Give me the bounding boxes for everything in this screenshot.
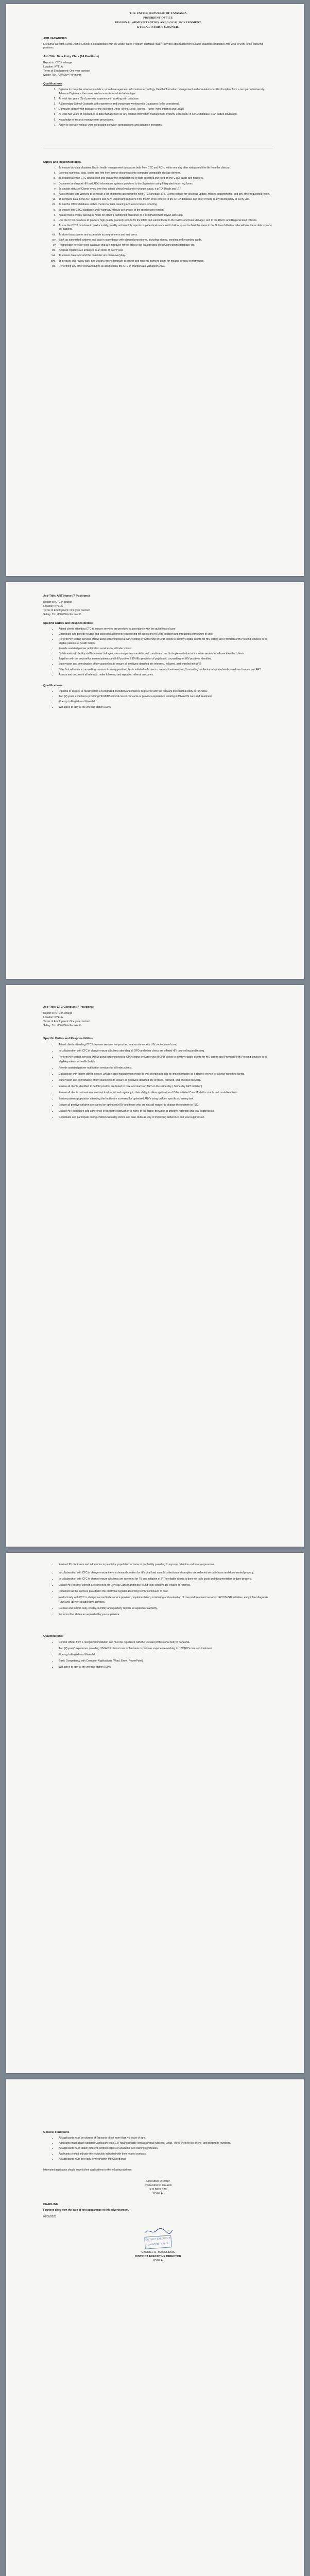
- list-item: 7. Ability to operate various word processing software, spreadsheets and database programs.: [57, 124, 273, 127]
- list-item: • In collaboration with CTC in charge ensure all clients are screened for TB and initiation of IPT to eligible clients is done on daily basis and documentation is done properly.: [57, 1577, 273, 1582]
- list-item: xi. Use the CTC2 database to produce high quality quarterly reports for the DMO and submit these to the DACC and Data Manager, and to the RACC and Regional lead Officers.: [57, 219, 273, 223]
- signer-place: KYELA: [153, 2259, 163, 2262]
- signer-title: DISTRICT EXECUTIVE DIRECTOR: [135, 2255, 181, 2258]
- intro-text: Executive Director, Kyela District Council in collaboration with the Walter Reed Program Tanzania (WRP-T) invites application from suitable qualified candidates who wish to work in the following positions.: [43, 43, 263, 50]
- address-block: [43, 2179, 273, 2196]
- job1-title: Job Title: Data Entry Clerk (14 Positions): [43, 55, 99, 59]
- list-item: xviii. To prepare and review daily and weekly reports template to district and regional partners team, for making general performance.: [57, 260, 273, 263]
- list-item: • Basic Competency with Computer Applications (Word, Excel, PowerPoint).: [57, 1659, 273, 1664]
- list-item: 2. At least two years (2) of previous experience in working with database.: [57, 97, 273, 101]
- list-item: • Ensure all clients on treatment are viral load monitored regularly to their ability to allow application of Differentiated Care Model for stable and unstable clients.: [57, 1091, 273, 1095]
- address-line: Executive Director: [146, 2180, 170, 2183]
- general-conditions-heading: General conditions: [43, 2131, 70, 2134]
- signature-icon: [143, 2227, 174, 2236]
- application-instruction: Interested applicants should submit their applications to the following address:: [43, 2168, 132, 2172]
- list-item: xix. Performing any other relevant duties as assigned by the CTC in charge/Data Manager/DACC.: [57, 265, 273, 268]
- list-item: iii. To collaborate with CTC clinical staff and ensure the completeness of data collected and filled on the CTCs cards and registers.: [57, 177, 273, 180]
- list-item: xv. Responsible for every new database that are introduce for the project like Tracerecard, Mobi Connections database etc.: [57, 244, 273, 247]
- list-item: • Perform HIV testing services (HTS) using screening tool at OPD setting by Screening of OPD clients to identify eligible clients for HIV testing and Provision of HIV testing services to all eligible patients at health facility.: [57, 1055, 273, 1064]
- list-item: • Ensure HIV disclosure and adherence in paediatric population in home of the facility providing to improve retention and viral suppression.: [57, 1109, 273, 1114]
- list-item: iv. Document and report HIV and AIDS information systems problems to the Supervisor using Integrated report log forms.: [57, 182, 273, 186]
- job1-location: Location: KYELA: [43, 65, 63, 69]
- list-item: • In collaboration with CTC in charge ensure there is demand creation for HIV viral load sample collection and samples are collected on daily basis and documented properly.: [57, 1571, 273, 1575]
- letterhead: [43, 11, 273, 30]
- job3-terms: Terms of Employment: One year contract: [43, 1020, 90, 1023]
- page-2: [6, 582, 304, 979]
- job1-qualifications-list: [43, 88, 273, 127]
- signer-name: EZEKIEL H. MAGEHEMA: [141, 2250, 175, 2254]
- job1-salary: Salary: Tsh. 700,000/= Per month: [43, 74, 82, 77]
- list-item: 4. Computer literacy with package of the Microsoft Office (Word, Excel, Access, Power Point, Internet and Email).: [57, 108, 273, 111]
- stamp-text: DISTRICT EXECUTIVE DIRECTOR KYELA: [145, 2236, 170, 2246]
- list-item: xvii. To ensure data sync and the computer are clean everyday.: [57, 254, 273, 258]
- job4-continued-list: [43, 1563, 273, 1567]
- list-item: vii. To compare data in the ART registers and ARV Dispensing registers if the month three entered to the CTC2 database and enter if there is any discrepancy at every visit.: [57, 198, 273, 201]
- address-line: KYELA: [153, 2192, 163, 2196]
- job1-report: Report to: CTC in-charge: [43, 61, 72, 65]
- job1-duties-list: [43, 166, 273, 268]
- list-item: v. To update status of Clients every time they attend clinical visit and or change status, e.g TO, Death and LTF.: [57, 188, 273, 191]
- job3-duties-list: [43, 1043, 273, 1120]
- letterhead-line: REGIONAL ADMINISTRATION AND LOCAL GOVERNMENT: [115, 21, 201, 24]
- list-item: ii. Entering numerical data, codes and text from source documents into computer-compatible storage devices.: [57, 172, 273, 175]
- list-item: • Perform HIV testing services (HTS) using screening tool at OPD setting by Screening of OPD clients to identify eligible clients for HIV testing and Provision of HIV testing services to all eligible patients at health facility.: [57, 638, 273, 645]
- job1-terms: Terms of Employment: One year contract: [43, 70, 90, 73]
- job2-report: Report to: CTC in-charge: [43, 601, 72, 604]
- list-item: 6. Knowledge of records management procedures.: [57, 118, 273, 122]
- job2-title: Job Title: ART Nurse (7 Positions): [43, 595, 90, 598]
- page-5: [6, 2079, 304, 2576]
- deadline-text: Fourteen days from the date of first appearance of this advertisement.: [43, 2209, 129, 2212]
- list-item: • Ensure HIV positive women are screened for Cervical Cancer and those found to be positive are treated or referred.: [57, 1583, 273, 1588]
- address-line: Kyela District Council: [144, 2184, 172, 2188]
- job2-duties-heading: Specific Duties and Responsibilities: [43, 622, 93, 625]
- list-item: • Collaborate with facility staff to ensure Linkage case management model is well coordinated and its implementation as a routine service for all new identified clients.: [57, 652, 273, 656]
- list-item: vi. Assist Health care workers to generate a list of patients attending the next CTC schedule, LTF, Clients eligible for viral load update, missed appointments, and any other requested report.: [57, 193, 273, 196]
- list-item: • Ensure patients population attending the facility are screened for optimized ARVs using uniform specific screening tool.: [57, 1097, 273, 1101]
- list-item: • Supervision and coordination of lay counsellors to ensure all positives identified are enrolled, followed, and enrolled into ART.: [57, 1078, 273, 1083]
- job2-qualifications-list: [43, 690, 273, 709]
- list-item: • Document all the services provided in the electronic register according to HIV continuum of care.: [57, 1589, 273, 1594]
- list-item: • Assess and document all referrals, make follow-up and report on referral outcomes.: [57, 673, 273, 677]
- job4-duties-list: [43, 1571, 273, 1617]
- list-item: xii. To use the CTC2 database to produce daily, weekly and monthly reports on patients who are lost to follow up and submit the same to the Outreach Partner who will use these data to trace the patients.: [57, 224, 273, 231]
- address-line: P.O.BOX 320: [149, 2188, 167, 2192]
- job3-duties-heading: Specific Duties and Responsibilities: [43, 1037, 93, 1040]
- list-item: • Will agree to stay at the working station 100%.: [57, 706, 273, 709]
- job3-report: Report to: CTC In-charge: [43, 1012, 73, 1015]
- job2-qualifications-heading: Qualifications:: [43, 684, 63, 688]
- list-item: 5. At least two years of experience in data management or any related Information Management System, experience in CTC2 database is an added advantage.: [57, 113, 273, 116]
- list-item: • Fluency in English and Kiswahili.: [57, 700, 273, 704]
- list-item: • Supervision and coordination of lay counsellors to ensure all positives identified are informed, followed, and enrolled into ART.: [57, 663, 273, 666]
- page-3: [6, 985, 304, 1547]
- job2-terms: Terms of Employment: One year contract: [43, 609, 90, 612]
- list-item: ix. To ensure that CTC2 database and Pharmacy Module are always of the most recent version.: [57, 209, 273, 212]
- job3-location: Location: KYELA: [43, 1016, 63, 1019]
- list-item: • Coordinate and participate during children Saturday clinics and teen clubs as way of improving adherence and viral suppression.: [57, 1115, 273, 1120]
- official-stamp: [144, 2235, 172, 2249]
- deadline-heading: DEADLINE: [43, 2203, 58, 2207]
- list-item: • Attend clients attending CTC to ensure services are provided in accordance with HIV continuum of care.: [57, 1043, 273, 1047]
- list-item: viii. To run the CTC2 database author checks for data cleaning and errors before reporting.: [57, 203, 273, 207]
- list-item: • All applicants must attach different certified copies of academic and training certificates.: [57, 2147, 273, 2150]
- general-conditions-list: [43, 2137, 273, 2161]
- page-1: [6, 4, 304, 576]
- job3-salary: Salary: Tsh. 800,000/= Per month: [43, 1024, 82, 1027]
- list-item: xiii. To store data sources and accessible to programmers and end users.: [57, 233, 273, 237]
- list-item: • Fluency in English and Kiswahili.: [57, 1653, 273, 1657]
- list-item: • Ensure all positive children are started on optimized ARV and those who are not still register to change the regimen to TLD.: [57, 1103, 273, 1108]
- list-item: • Collaborate with facility staff to ensure Linkage case management model is well coordinated and its implementation as a routine service for all new identified clients.: [57, 1072, 273, 1077]
- letterhead-line: KYELA DISTRICT C.OUNCIL: [137, 26, 179, 29]
- list-item: • All applicants must be ready to work within Mbeya regional.: [57, 2158, 273, 2161]
- list-item: i. To ensure bio-data of patient files in health management databases both from CTC and RCH; within one day after visitation of the file from the clinician.: [57, 166, 273, 170]
- list-item: • Clinical Officer from a recognized institution and must be registered with the relevant professional body in Tanzania.: [57, 1640, 273, 1645]
- job1-duties-heading: Duties and Responsibilities.: [43, 161, 82, 164]
- list-item: • Attend clients attending CTC to ensure services are provided in accordance with the guidelines of care.: [57, 628, 273, 631]
- list-item: • Together with the counsellor, ensure patients and HIV positive EID/HEIs provision of psychiatric counselling for HIV positives identified.: [57, 657, 273, 661]
- list-item: • Two (2) years' experience providing HIV/AIDS clinical care in Tanzania or previous experience working in HIV/AIDS care and treatment.: [57, 1647, 273, 1651]
- list-item: • Ensure all clients identified to be HIV positive are linked to care and starts on ART on the same day ( Same day ART initiation): [57, 1084, 273, 1089]
- list-item: xvi. Keep all registers are arranged in an order of every year.: [57, 249, 273, 252]
- list-item: • Coordinate and provide routine and assessed adherence counselling for clients prior to ART initiation and throughout continuum of care.: [57, 633, 273, 636]
- list-item: 1. Diploma in computer science, statistics, record management, information technology, Health information management and or related scientific discipline from a recognized university. Advance Diploma in the mentioned courses is an added advantage.: [57, 88, 273, 95]
- list-item: xiv. Back up automated systems and data in accordance with planned procedures, including storing, sending and recording cards.: [57, 239, 273, 242]
- list-item: • Two (2) years experience providing HIV/AIDS clinical care in Tanzania or previous experience working in HIV/AIDS care and treatment.: [57, 695, 273, 699]
- job1-qualifications-heading: Qualifications: [43, 82, 62, 86]
- list-item: • Will agree to stay at the working station 100%.: [57, 1665, 273, 1670]
- list-item: • Prepare and submit daily, weekly, monthly and quarterly reports to supervisor authority.: [57, 1606, 273, 1611]
- list-item: • Ensure HIV disclosure and adherence in paediatric population in home of the facility providing to improve retention and viral suppression.: [57, 1563, 273, 1567]
- list-item: • Work closely with CTC in charge to coordinate service provision, implementation, monitoring and evaluation of care and treatment services, IEC/HIV/STI activities, early infant diagnosis (EID) and TB/HIV collaborative activities.: [57, 1596, 273, 1605]
- signature-block: [43, 2227, 273, 2263]
- job3-title: Job Title: CTC Clinician (7 Positions): [43, 1006, 94, 1009]
- list-item: • Applicants must attach updated Curriculum vitae(CV) having reliable contact (Postal Address, Email, Three (next)of kin phone, and telephone numbers.: [57, 2142, 273, 2145]
- list-item: • All applicants must be citizens of Tanzania of not more than 45 years of age.: [57, 2137, 273, 2140]
- list-item: • Provide assisted partner notification services for all index clients.: [57, 1066, 273, 1071]
- page-4: [6, 1553, 304, 2073]
- list-item: • Perform other duties as requested by your supervisor.: [57, 1613, 273, 1617]
- list-item: • Provide assisted partner notification services for all index clients.: [57, 647, 273, 651]
- vacancies-heading: JOB VACANCIES: [43, 37, 67, 40]
- job2-salary: Salary: Tsh. 800,000/= Per month: [43, 613, 82, 616]
- advert-date: 01/09/2023: [43, 2215, 57, 2219]
- list-item: • Diploma or Degree in Nursing from a recognized institution and must be registered with the relevant professional body in Tanzania.: [57, 690, 273, 693]
- list-item: 3. A Secondary School Graduate with experience and knowledge working with Databases (to be considered).: [57, 103, 273, 106]
- job4-qualifications-heading: Qualifications:: [43, 1635, 63, 1638]
- letterhead-line: PRESIDENT OFFICE: [143, 16, 173, 20]
- list-item: • Applicants should indicate the region/job indicated with their related contacts.: [57, 2153, 273, 2156]
- list-item: • Offer first adherence counselling sessions to newly positive clients initiated reflexive to care and treatment and Counselling on the importance of early enrollment to care and ART.: [57, 668, 273, 672]
- job4-qualifications-list: [43, 1640, 273, 1670]
- letterhead-line: THE UNITED REPUBLIC OF TANZANIA: [129, 12, 187, 15]
- list-item: x. Assure that a weekly backup is made on either a partitioned hard drive or a designated hard drive/Flash Disk.: [57, 214, 273, 217]
- job2-duties-list: [43, 628, 273, 677]
- job2-location: Location: KYELA: [43, 605, 63, 608]
- list-item: • In collaboration with CTC in charge ensure all clients attending all OPD and other clinics are offered HIV counselling and testing.: [57, 1049, 273, 1054]
